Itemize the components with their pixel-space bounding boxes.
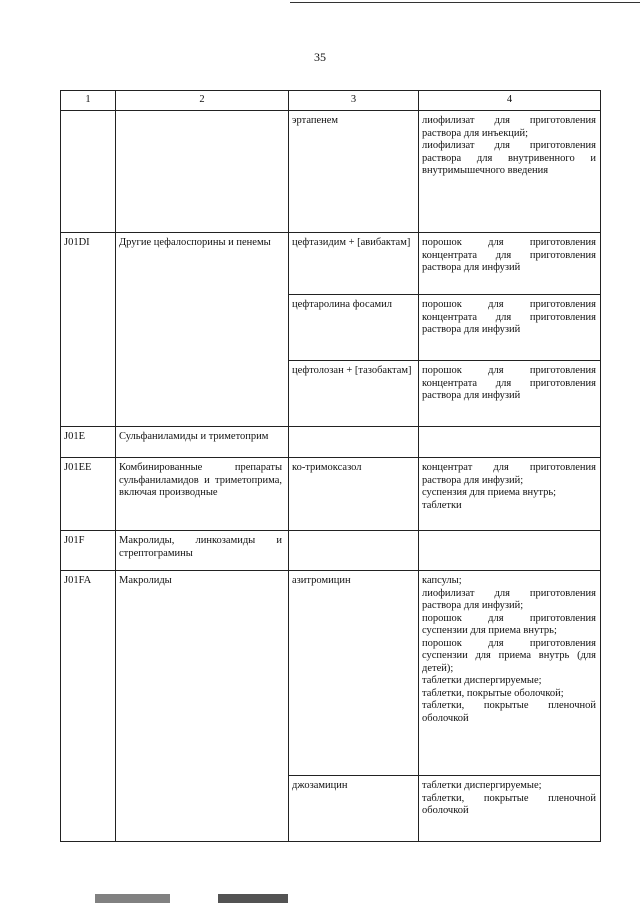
header-col-2: 2 [116, 91, 289, 111]
dosage-forms [419, 571, 601, 776]
dosage-forms [419, 776, 601, 842]
dosage-form-line: таблетки [422, 499, 462, 511]
table-row [61, 571, 601, 776]
header-col-1: 1 [61, 91, 116, 111]
dosage-form-line: лиофилизат для приготовления раствора для инъекций; [422, 115, 596, 139]
atc-group-name: Комбинированные препараты сульфаниламидов и триметоприма, включая производные [116, 458, 289, 531]
drug-name [289, 427, 419, 458]
table-row [61, 458, 601, 531]
atc-group-name: Другие цефалоспорины и пенемы [116, 233, 289, 427]
table-row [61, 531, 601, 571]
dosage-form-line: таблетки, покрытые пленочной оболочкой [422, 792, 596, 816]
table-row [61, 233, 601, 295]
scan-artifact [95, 894, 170, 903]
header-col-4: 4 [419, 91, 601, 111]
dosage-forms [419, 531, 601, 571]
dosage-form-line: лиофилизат для приготовления раствора для инфузий; [422, 587, 596, 611]
atc-code [61, 111, 116, 233]
atc-code: J01DI [61, 233, 116, 427]
dosage-form-line: суспензия для приема внутрь; [422, 487, 557, 498]
atc-group-name: Макролиды [116, 571, 289, 842]
dosage-form-line: концентрат для приготовления раствора для инфузий; [422, 462, 596, 486]
drug-table [60, 90, 601, 842]
atc-group-name: Макролиды, линкозамиды и стрептограмины [116, 531, 289, 571]
dosage-forms [419, 233, 601, 295]
drug-name: джозамицин [289, 776, 419, 842]
table-row [61, 427, 601, 458]
drug-name: азитромицин [289, 571, 419, 776]
dosage-form-line: порошок для приготовления концентрата для приготовления раствора для инфузий [422, 237, 596, 273]
dosage-forms [419, 111, 601, 233]
dosage-form-line: порошок для приготовления концентрата для приготовления раствора для инфузий [422, 365, 596, 401]
atc-group-name: Сульфаниламиды и триметоприм [116, 427, 289, 458]
drug-name [289, 531, 419, 571]
dosage-forms [419, 295, 601, 361]
atc-group-name [116, 111, 289, 233]
dosage-forms [419, 361, 601, 427]
dosage-form-line: порошок для приготовления суспензии для приема внутрь; [422, 612, 596, 636]
dosage-form-line: капсулы; [422, 575, 462, 586]
atc-code: J01EE [61, 458, 116, 531]
atc-code: J01FA [61, 571, 116, 842]
dosage-form-line: порошок для приготовления концентрата для приготовления раствора для инфузий [422, 299, 596, 335]
atc-code: J01F [61, 531, 116, 571]
dosage-form-line: порошок для приготовления суспензии для приема внутрь (для детей); [422, 637, 596, 674]
header-col-3: 3 [289, 91, 419, 111]
dosage-form-line: таблетки диспергируемые; [422, 780, 542, 791]
dosage-form-line: лиофилизат для приготовления раствора для внутривенного и внутримышечного введения [422, 140, 596, 176]
header-row [61, 91, 601, 111]
scan-artifact [218, 894, 288, 903]
atc-code: J01E [61, 427, 116, 458]
dosage-forms [419, 458, 601, 531]
page-number: 35 [314, 50, 326, 64]
dosage-form-line: таблетки, покрытые оболочкой; [422, 687, 564, 699]
top-rule [290, 2, 640, 3]
dosage-form-line: таблетки диспергируемые; [422, 675, 542, 686]
drug-name: цефтолозан + [тазобактам] [289, 361, 419, 427]
dosage-forms [419, 427, 601, 458]
dosage-form-line: таблетки, покрытые пленочной оболочкой [422, 700, 596, 724]
drug-name: эртапенем [289, 111, 419, 233]
table-row [61, 111, 601, 233]
drug-name: цефтазидим + [авибактам] [289, 233, 419, 295]
drug-name: цефтаролина фосамил [289, 295, 419, 361]
drug-name: ко-тримоксазол [289, 458, 419, 531]
